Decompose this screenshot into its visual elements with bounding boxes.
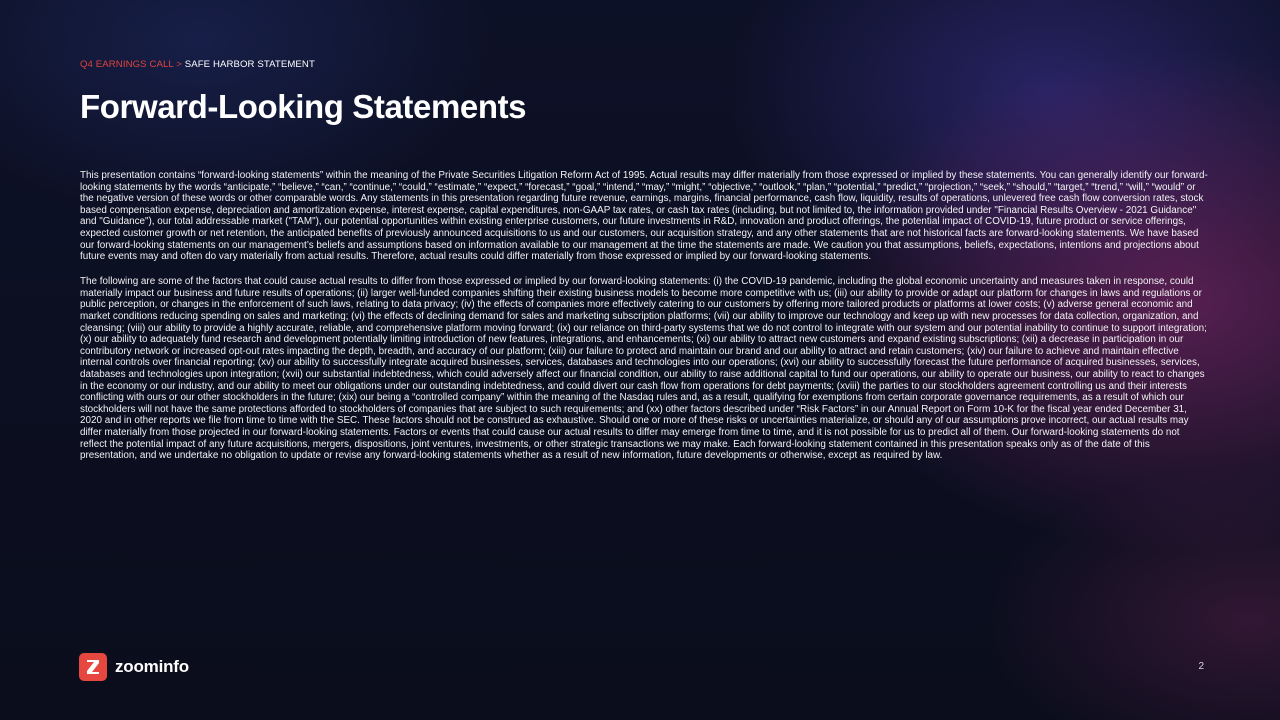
page-number: 2 bbox=[1198, 661, 1204, 672]
brand-name: zoominfo bbox=[115, 657, 189, 676]
page-title: Forward-Looking Statements bbox=[80, 88, 527, 125]
breadcrumb bbox=[80, 59, 315, 70]
zoominfo-z-logo-icon bbox=[79, 653, 107, 681]
intro-paragraph: This presentation contains “forward-looking statements” within the meaning of the Private Securities Litigation Reform Act of 1995. Actual results may differ materially from those expressed or implied by these statements. You can generally identify our forward-looking statements by the words “anticipate,” “believe,” “can,” “continue,” “could,” “estimate,” “expect,” “forecast,” “goal,” “intend,” “may,” “might,” “objective,” “outlook,” “plan,” “potential,” “predict,” “projection,” “seek,” “should,” “target,” “trend,” “will,” “would” or the negative version of these words or other comparable words. Any statements in this presentation regarding future revenue, earnings, margins, financial performance, cash flow, liquidity, results of operations, unlevered free cash flow conversion rates, stock based compensation expense, depreciation and amortization expense, interest expense, capital expenditures, non-GAAP tax rates, or cash tax rates (including, but not limited to, the information provided under "Financial Results Overview - 2021 Guidance" and "Guidance"), our total addressable market ("TAM"), our potential opportunities within existing enterprise customers, our future investments in R&D, innovation and product offerings, the potential impact of COVID-19, future product or service offerings, expected customer growth or net retention, the anticipated benefits of previously announced acquisitions to us and our customers, our acquisition strategy, and any other statements that are not historical facts are forward-looking statements. We have based our forward-looking statements on our management’s beliefs and assumptions based on information available to our management at the time the statements are made. We caution you that assumptions, beliefs, expectations, intentions and projections about future events may and often do vary materially from actual results. Therefore, actual results could differ materially from those expressed or implied by our forward-looking statements. bbox=[80, 170, 1208, 263]
body-text bbox=[80, 170, 1208, 475]
breadcrumb-page: SAFE HARBOR STATEMENT bbox=[184, 59, 315, 70]
risk-factors-paragraph: The following are some of the factors that could cause actual results to differ from those expressed or implied by our forward-looking statements: (i) the COVID-19 pandemic, including the global economic uncertainty and measures taken in response, could materially impact our business and future results of operations; (ii) larger well-funded companies shifting their existing business models to become more competitive with us; (iii) our ability to provide or adapt our platform for changes in laws and regulations or public perception, or changes in the enforcement of such laws, relating to data privacy; (iv) the effects of companies more effectively catering to our customers by offering more tailored products or platforms at lower costs; (v) adverse general economic and market conditions reducing spending on sales and marketing; (vi) the effects of declining demand for sales and marketing subscription platforms; (vii) our ability to improve our technology and keep up with new processes for data collection, organization, and cleansing; (viii) our ability to provide a highly accurate, reliable, and comprehensive platform moving forward; (ix) our reliance on third-party systems that we do not control to integrate with our system and our potential inability to continue to support integration; (x) our ability to adequately fund research and development potentially limiting introduction of new features, integrations, and enhancements; (xi) our ability to attract new customers and expand existing subscriptions; (xii) a decrease in participation in our contributory network or increased opt-out rates impacting the depth, breadth, and accuracy of our platform; (xiii) our failure to protect and maintain our brand and our ability to attract and retain customers; (xiv) our failure to achieve and maintain effective internal controls over financial reporting; (xv) our ability to successfully integrate acquired businesses, services, databases and technologies into our operations; (xvi) our ability to successfully forecast the future performance of acquired businesses, services, databases and technologies upon integration; (xvii) our substantial indebtedness, which could adversely affect our financial condition, our ability to raise additional capital to fund our operations, our ability to operate our business, our ability to react to changes in the economy or our industry, and our ability to meet our obligations under our outstanding indebtedness, and could divert our cash flow from operations for debt payments; (xviii) the parties to our stockholders agreement controlling us and their interests conflicting with ours or our other stockholders in the future; (xix) our being a “controlled company” within the meaning of the Nasdaq rules and, as a result, qualifying for exemptions from certain corporate governance requirements, as a result of which our stockholders will not have the same protections afforded to stockholders of companies that are subject to such requirements; and (xx) other factors described under “Risk Factors” in our Annual Report on Form 10-K for the fiscal year ended December 31, 2020 and in other reports we file from time to time with the SEC. These factors should not be construed as exhaustive. Should one or more of these risks or uncertainties materialize, or should any of our assumptions prove incorrect, our actual results may differ materially from those projected in our forward-looking statements. Factors or events that could cause our actual results to differ may emerge from time to time, and it is not possible for us to predict all of them. Our forward-looking statements do not reflect the potential impact of any future acquisitions, mergers, dispositions, joint ventures, investments, or other strategic transactions we may make. Each forward-looking statement contained in this presentation speaks only as of the date of this presentation, and we undertake no obligation to update or revise any forward-looking statements whether as a result of new information, future developments or otherwise, except as required by law. bbox=[80, 276, 1207, 462]
breadcrumb-section: Q4 EARNINGS CALL bbox=[80, 59, 174, 70]
breadcrumb-separator: > bbox=[176, 59, 182, 70]
brand-logo bbox=[79, 653, 189, 681]
